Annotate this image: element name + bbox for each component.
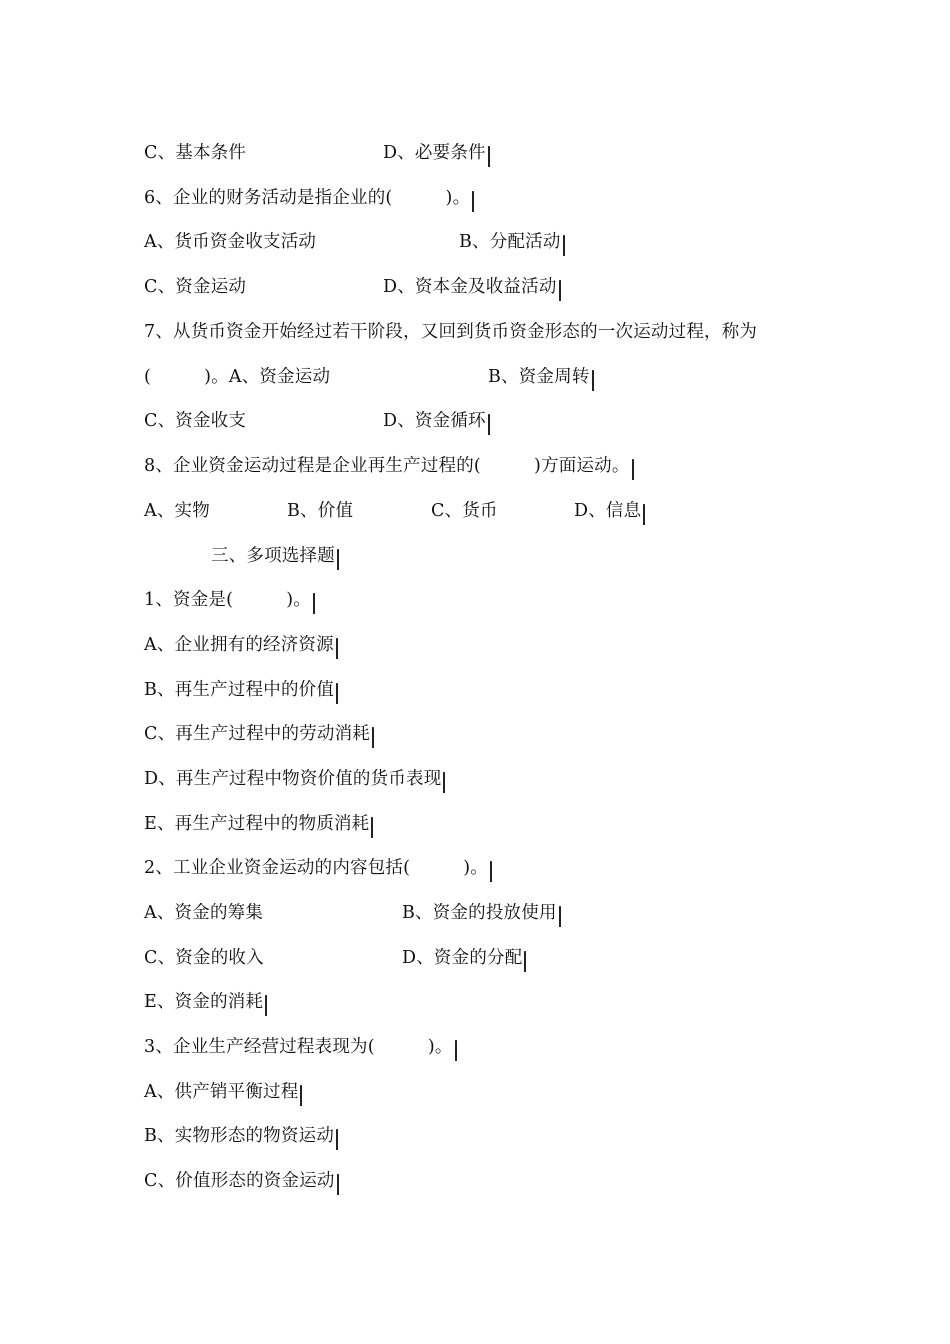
question-6	[144, 183, 474, 213]
section-heading-text: 三、多项选择题	[211, 546, 335, 566]
option-c: C、资金的收入	[144, 948, 264, 968]
paragraph-mark-icon	[300, 1085, 302, 1106]
paragraph-mark-icon	[524, 951, 526, 972]
option-d: D、资金的分配	[402, 943, 526, 977]
mc-1-option-a: A、企业拥有的经济资源	[144, 630, 338, 660]
question-8-text: 8、企业资金运动过程是企业再生产过程的( )方面运动。	[144, 456, 630, 476]
mc-3-option-c: C、价值形态的资金运动	[144, 1166, 339, 1196]
option-a: A、实物	[144, 501, 210, 521]
mc-3-option-a: A、供产销平衡过程	[144, 1077, 302, 1107]
option-d: D、资本金及收益活动	[383, 272, 561, 306]
paragraph-mark-icon	[488, 414, 490, 435]
option-b: B、资金的投放使用	[402, 898, 561, 932]
paragraph-mark-icon	[336, 683, 338, 704]
option-b: B、资金周转	[488, 362, 594, 396]
mc-question-2-text: 2、工业企业资金运动的内容包括( )。	[144, 858, 488, 878]
option-c: C、货币	[431, 501, 498, 521]
paragraph-mark-icon	[337, 1174, 339, 1195]
paragraph-mark-icon	[488, 146, 490, 167]
mc-1-option-c: C、再生产过程中的劳动消耗	[144, 719, 374, 749]
mc-1-option-b: B、再生产过程中的价值	[144, 675, 338, 705]
paragraph-mark-icon	[490, 861, 492, 882]
option-b: B、分配活动	[459, 227, 565, 261]
paragraph-mark-icon	[559, 906, 561, 927]
mc-question-3-text: 3、企业生产经营过程表现为( )。	[144, 1037, 453, 1057]
paragraph-mark-icon	[313, 593, 315, 614]
option-a: A、资金的筹集	[144, 903, 264, 923]
paragraph-mark-icon	[371, 817, 373, 838]
paragraph-mark-icon	[592, 370, 594, 391]
paragraph-mark-icon	[265, 995, 267, 1016]
option-a: A、货币资金收支活动	[144, 232, 317, 252]
paragraph-mark-icon	[643, 504, 645, 525]
paragraph-mark-icon	[472, 191, 474, 212]
paragraph-mark-icon	[563, 235, 565, 256]
question-6-text: 6、企业的财务活动是指企业的( )。	[144, 188, 471, 208]
paragraph-mark-icon	[336, 1129, 338, 1150]
section-heading	[211, 541, 339, 571]
paragraph-mark-icon	[559, 280, 561, 301]
mc-question-1-text: 1、资金是( )。	[144, 590, 311, 610]
paragraph-mark-icon	[372, 727, 374, 748]
mc-question-1	[144, 585, 315, 615]
option-c: C、资金收支	[144, 411, 247, 431]
option-d: D、信息	[574, 496, 645, 530]
option-b: B、价值	[287, 501, 354, 521]
question-7	[144, 317, 757, 347]
option-c: C、基本条件	[144, 143, 247, 163]
paragraph-mark-icon	[632, 459, 634, 480]
paragraph-mark-icon	[443, 772, 445, 793]
question-7-blank-option-a: ( )。A、资金运动	[144, 367, 331, 387]
paragraph-mark-icon	[336, 638, 338, 659]
mc-1-option-e: E、再生产过程中的物质消耗	[144, 809, 373, 839]
paragraph-mark-icon	[337, 549, 339, 570]
paragraph-mark-icon	[455, 1040, 457, 1061]
mc-2-option-e: E、资金的消耗	[144, 987, 267, 1017]
question-8	[144, 451, 634, 481]
mc-question-3	[144, 1032, 457, 1062]
option-c: C、资金运动	[144, 277, 247, 297]
mc-3-option-b: B、实物形态的物资运动	[144, 1121, 338, 1151]
question-7-text: 7、从货币资金开始经过若干阶段，又回到货币资金形态的一次运动过程，称为	[144, 322, 758, 342]
option-d: D、资金循环	[383, 406, 490, 440]
mc-1-option-d: D、再生产过程中物资价值的货币表现	[144, 764, 445, 794]
mc-question-2	[144, 853, 492, 883]
option-d: D、必要条件	[383, 138, 490, 172]
